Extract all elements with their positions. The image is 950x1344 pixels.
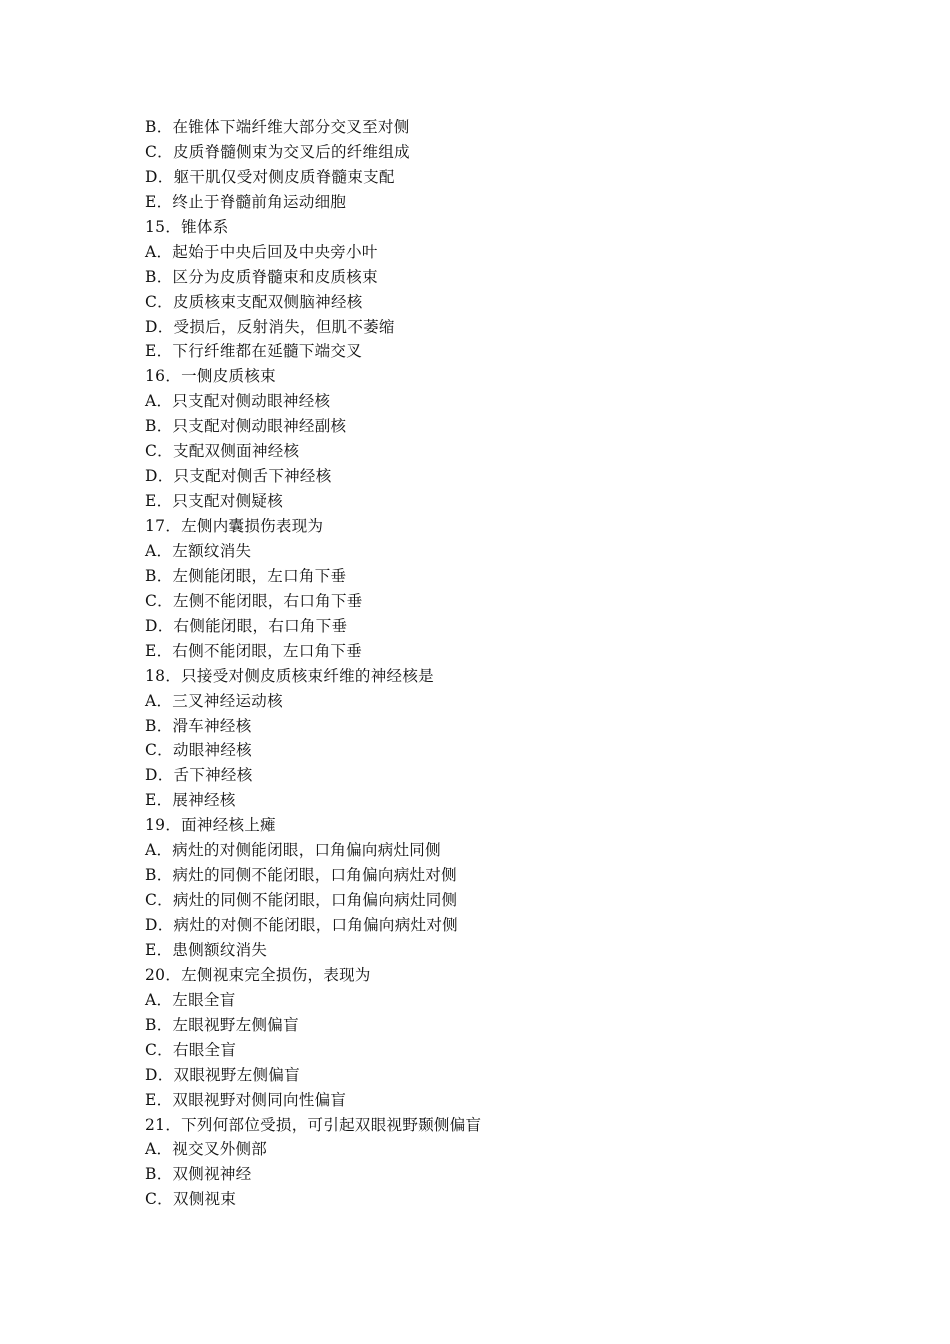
answer-option: D．只支配对侧舌下神经核 <box>145 467 332 486</box>
question-stem: 21．下列何部位受损，可引起双眼视野颞侧偏盲 <box>145 1115 482 1134</box>
answer-option: B．区分为皮质脊髓束和皮质核束 <box>145 267 378 286</box>
answer-option: A．左眼全盲 <box>145 990 236 1009</box>
answer-option: A．左额纹消失 <box>145 541 252 560</box>
answer-option: E．右侧不能闭眼，左口角下垂 <box>145 641 363 660</box>
answer-option: E．下行纤维都在延髓下端交叉 <box>145 342 363 361</box>
question-stem: 20．左侧视束完全损伤，表现为 <box>145 965 371 984</box>
answer-option: B．只支配对侧动眼神经副核 <box>145 417 347 436</box>
answer-option: E．双眼视野对侧同向性偏盲 <box>145 1090 347 1109</box>
answer-option: A．起始于中央后回及中央旁小叶 <box>145 242 378 261</box>
answer-option: E．只支配对侧疑核 <box>145 492 284 511</box>
answer-option: B．左侧能闭眼，左口角下垂 <box>145 566 347 585</box>
document-page <box>145 115 845 1212</box>
answer-option: D．病灶的对侧不能闭眼，口角偏向病灶对侧 <box>145 916 458 934</box>
answer-option: C．双侧视束 <box>145 1190 237 1209</box>
answer-option: A．三叉神经运动核 <box>145 691 283 710</box>
answer-option: C．皮质脊髓侧束为交叉后的纤维组成 <box>145 142 410 161</box>
answer-option: C．动眼神经核 <box>145 741 252 760</box>
answer-option: E．展神经核 <box>145 791 236 810</box>
answer-option: D．舌下神经核 <box>145 766 253 785</box>
answer-option: D．受损后，反射消失，但肌不萎缩 <box>145 317 395 336</box>
question-stem: 17．左侧内囊损伤表现为 <box>145 517 324 535</box>
question-stem: 18．只接受对侧皮质核束纤维的神经核是 <box>145 666 434 685</box>
answer-option: C．病灶的同侧不能闭眼，口角偏向病灶同侧 <box>145 891 458 910</box>
answer-option: D．躯干肌仅受对侧皮质脊髓束支配 <box>145 167 395 186</box>
answer-option: C．支配双侧面神经核 <box>145 442 300 461</box>
answer-option: E．终止于脊髓前角运动细胞 <box>145 192 347 211</box>
answer-option: B．滑车神经核 <box>145 716 252 735</box>
answer-option: A．视交叉外侧部 <box>145 1140 268 1159</box>
answer-option: C．右眼全盲 <box>145 1040 237 1059</box>
answer-option: B．双侧视神经 <box>145 1165 252 1184</box>
question-stem: 15．锥体系 <box>145 217 229 236</box>
answer-option: C．左侧不能闭眼，右口角下垂 <box>145 591 363 610</box>
answer-option: B．左眼视野左侧偏盲 <box>145 1015 299 1034</box>
answer-option: B．病灶的同侧不能闭眼，口角偏向病灶对侧 <box>145 866 457 885</box>
answer-option: D．双眼视野左侧偏盲 <box>145 1065 300 1084</box>
answer-option: E．患侧额纹消失 <box>145 940 268 959</box>
answer-option: C．皮质核束支配双侧脑神经核 <box>145 292 363 311</box>
answer-option: B．在锥体下端纤维大部分交叉至对侧 <box>145 118 410 136</box>
question-stem: 16．一侧皮质核束 <box>145 367 276 386</box>
answer-option: D．右侧能闭眼，右口角下垂 <box>145 616 348 635</box>
question-stem: 19．面神经核上瘫 <box>145 816 276 835</box>
answer-option: A．病灶的对侧能闭眼，口角偏向病灶同侧 <box>145 841 441 860</box>
answer-option: A．只支配对侧动眼神经核 <box>145 392 331 411</box>
